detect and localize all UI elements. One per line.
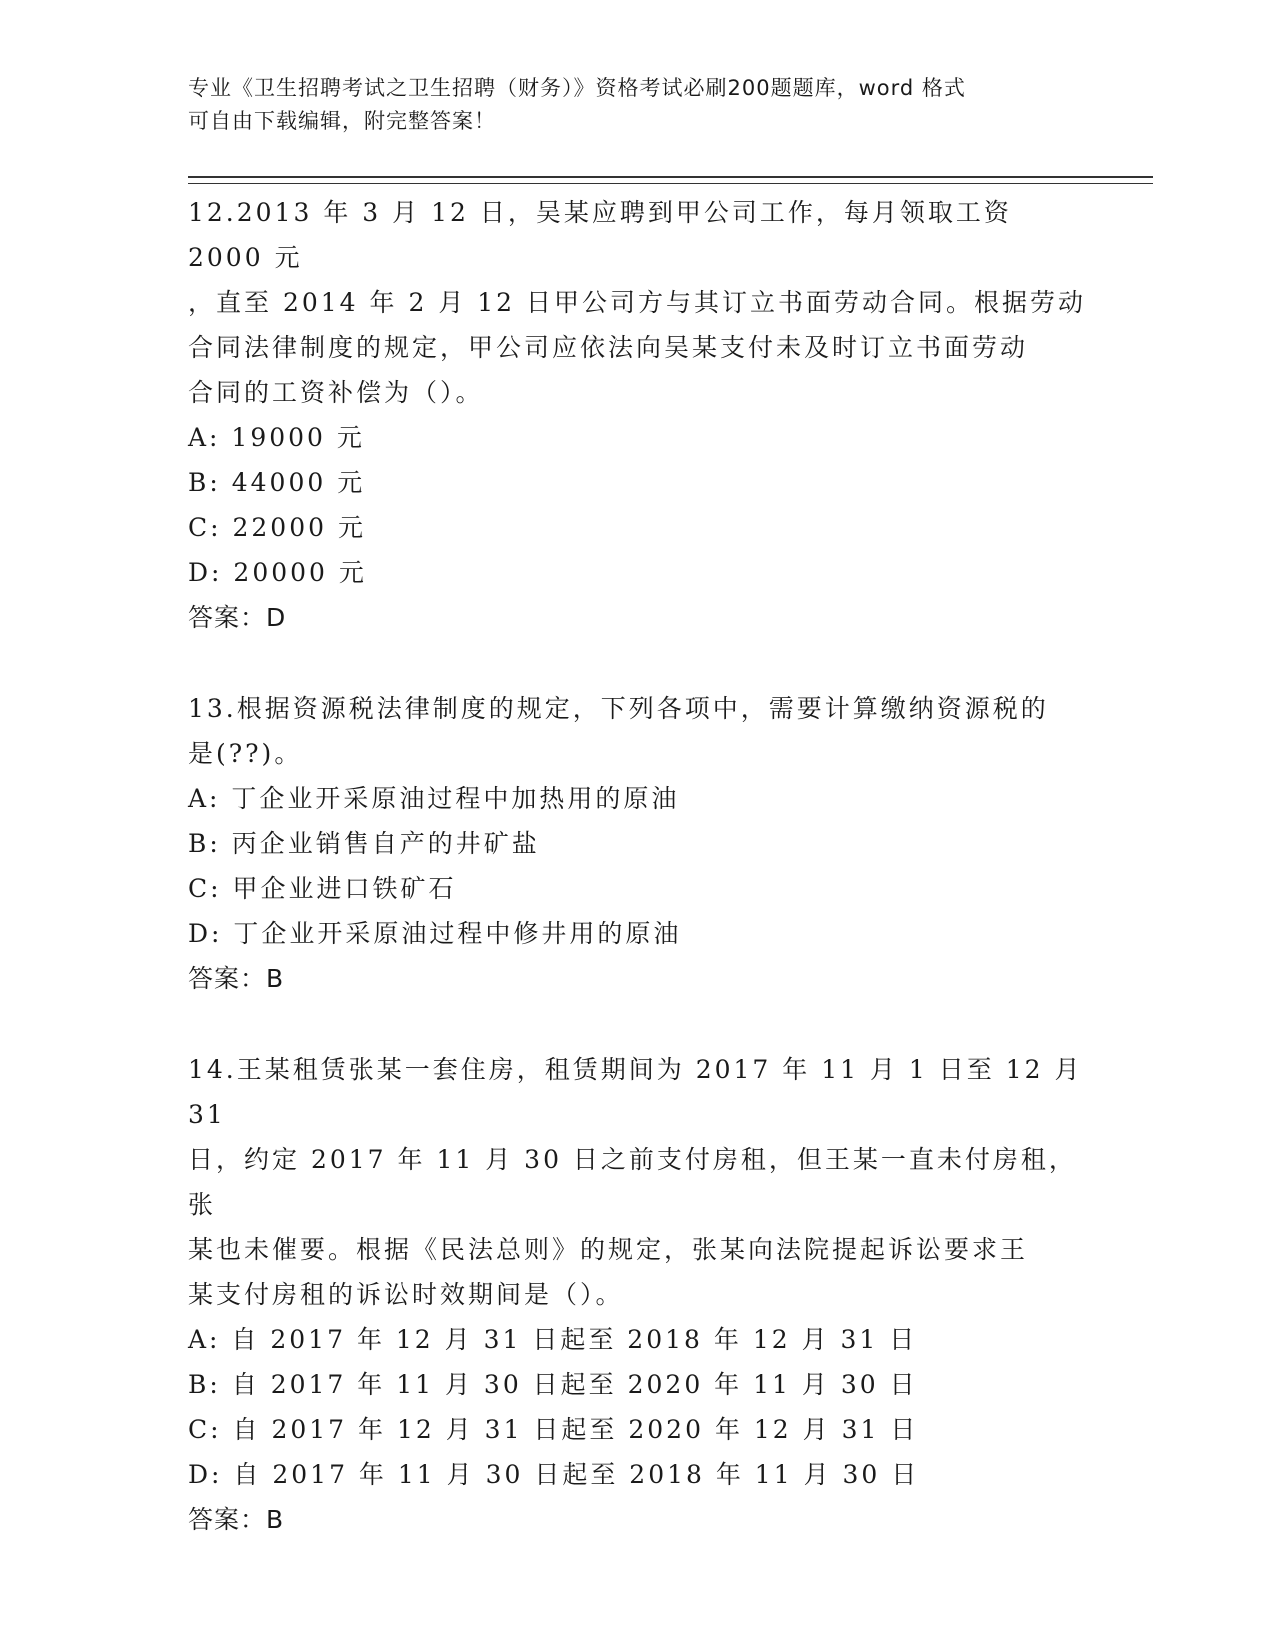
option-b: B: 自 2017 年 11 月 30 日起至 2020 年 11 月 30 日 — [188, 1370, 918, 1399]
question-stem-line: 日，约定 2017 年 11 月 30 日之前支付房租，但王某一直未付房租，张 — [188, 1145, 1077, 1219]
header-divider-thin — [188, 183, 1153, 184]
header-line-1: 专业《卫生招聘考试之卫生招聘（财务）》资格考试必刷200题题库，word 格式 — [188, 76, 966, 100]
header-line-2: 可自由下载编辑，附完整答案！ — [188, 109, 496, 133]
document-header — [188, 72, 1068, 138]
question-stem-line: 12.2013 年 3 月 12 日，吴某应聘到甲公司工作，每月领取工资 2000 元 — [188, 198, 1012, 272]
option-d: D: 丁企业开采原油过程中修井用的原油 — [188, 919, 682, 948]
question-stem-line: 13.根据资源税法律制度的规定，下列各项中，需要计算缴纳资源税的 — [188, 694, 1049, 723]
question-13 — [188, 686, 1088, 1001]
option-a: A: 自 2017 年 12 月 31 日起至 2018 年 12 月 31 日 — [188, 1325, 918, 1354]
option-d: D: 自 2017 年 11 月 30 日起至 2018 年 11 月 30 日 — [188, 1460, 920, 1489]
header-divider-thick — [188, 176, 1153, 178]
option-a: A: 丁企业开采原油过程中加热用的原油 — [188, 784, 680, 813]
option-c: C: 甲企业进口铁矿石 — [188, 874, 457, 903]
option-b: B: 44000 元 — [188, 468, 366, 497]
question-stem-line: 某支付房租的诉讼时效期间是（）。 — [188, 1280, 624, 1309]
option-c: C: 自 2017 年 12 月 31 日起至 2020 年 12 月 31 日 — [188, 1415, 919, 1444]
option-b: B: 丙企业销售自产的井矿盐 — [188, 829, 540, 858]
answer: 答案：B — [188, 964, 285, 993]
question-12 — [188, 190, 1088, 640]
question-list — [188, 190, 1088, 1588]
option-c: C: 22000 元 — [188, 513, 366, 542]
question-14 — [188, 1047, 1088, 1542]
question-stem-line: ，直至 2014 年 2 月 12 日甲公司方与其订立书面劳动合同。根据劳动 — [188, 288, 1087, 317]
option-d: D: 20000 元 — [188, 558, 367, 587]
answer: 答案：B — [188, 1505, 285, 1534]
question-stem-line: 是(??)。 — [188, 739, 303, 768]
question-stem-line: 合同的工资补偿为（）。 — [188, 378, 484, 407]
option-a: A: 19000 元 — [188, 423, 365, 452]
question-stem-line: 合同法律制度的规定，甲公司应依法向吴某支付未及时订立书面劳动 — [188, 333, 1029, 362]
question-stem-line: 某也未催要。根据《民法总则》的规定，张某向法院提起诉讼要求王 — [188, 1235, 1029, 1264]
answer: 答案：D — [188, 603, 287, 632]
question-stem-line: 14.王某租赁张某一套住房，租赁期间为 2017 年 11 月 1 日至 12 月 31 — [188, 1055, 1083, 1129]
